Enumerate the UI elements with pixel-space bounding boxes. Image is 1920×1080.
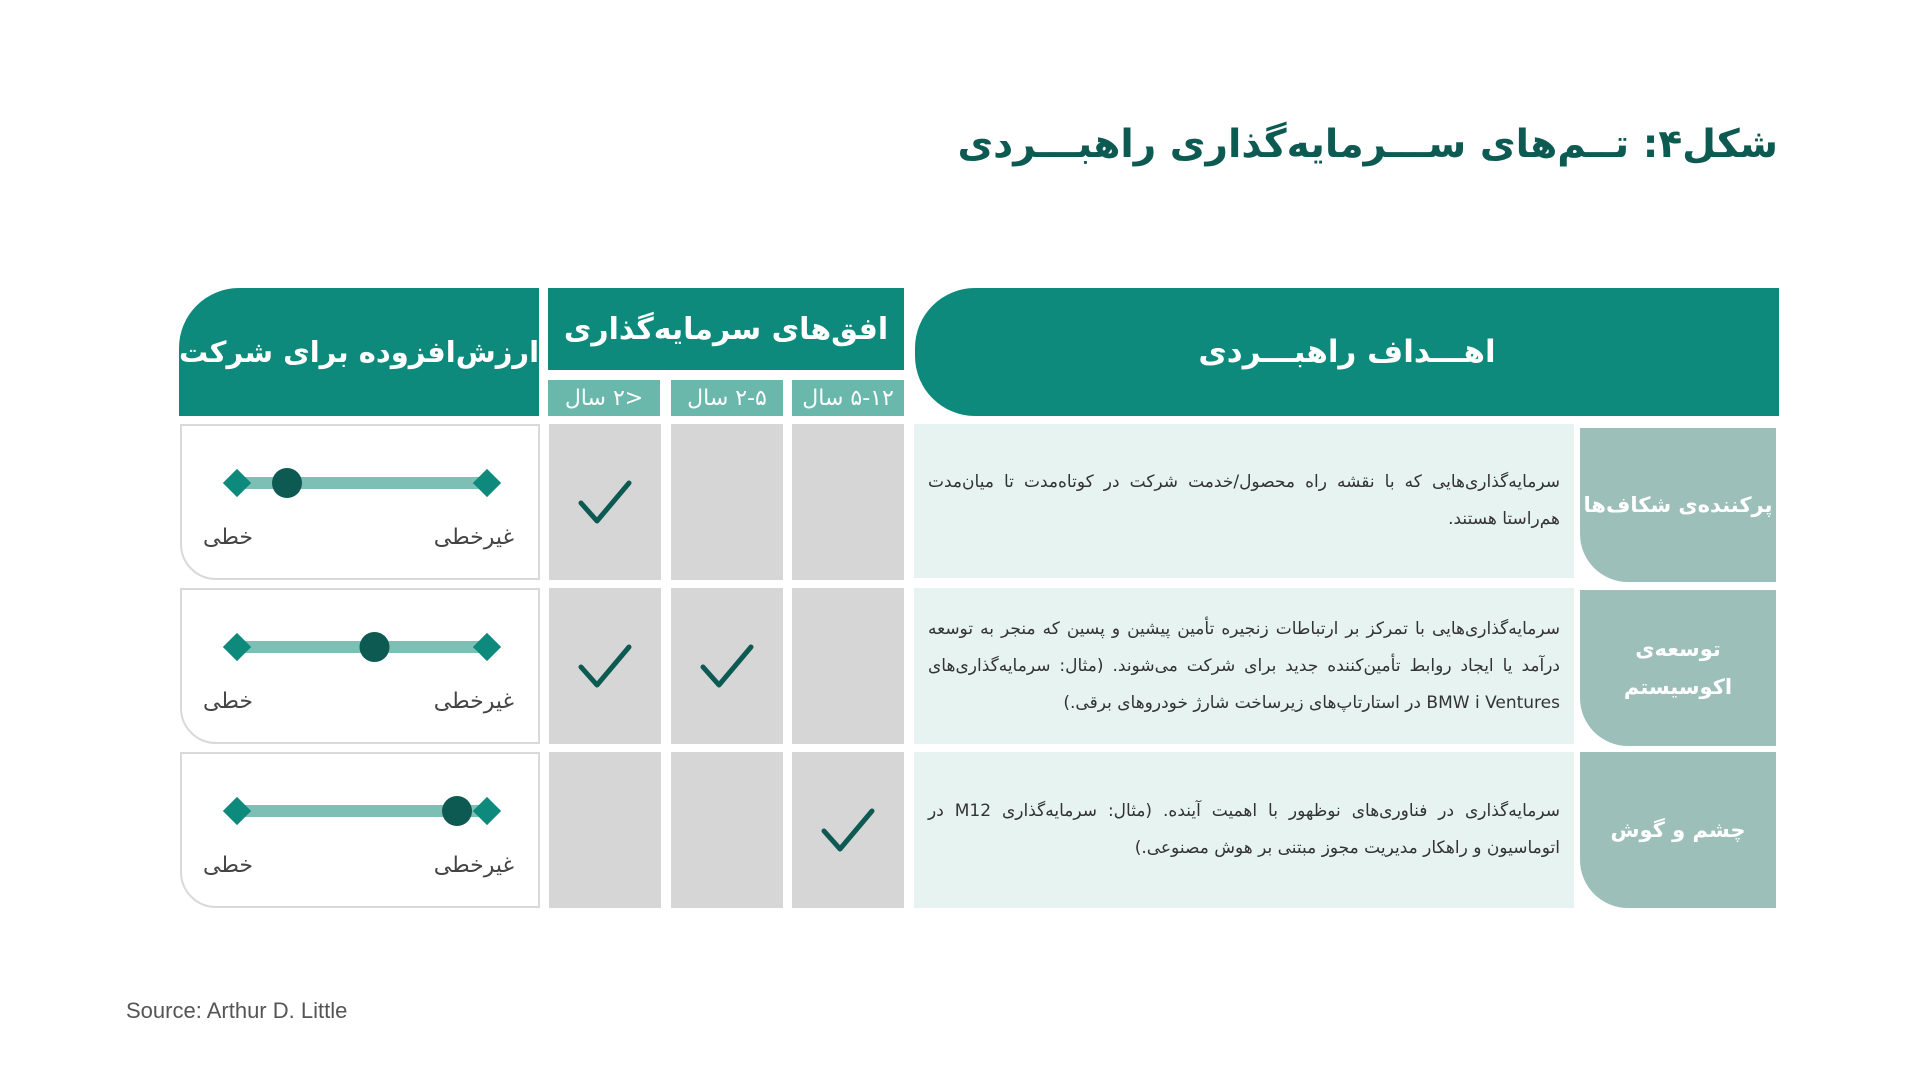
check-icon [818,805,878,855]
linear-end-diamond [223,797,251,825]
label-linear: خطی [203,525,253,550]
header-value-added [179,288,539,416]
slider-marker [272,468,302,498]
description-ecosystem-development [914,588,1574,744]
value-slider-r3 [222,796,502,826]
horizon-col-2-5: ۲-۵ سال [671,380,783,416]
header-investment-horizons-label: افق‌های سرمایه‌گذاری [563,311,889,347]
check-icon [575,477,635,527]
header-investment-horizons [548,288,904,370]
nonlinear-end-diamond [473,797,501,825]
check-icon [697,641,757,691]
description-text: سرمایه‌گذاری در فناوری‌های نوظهور با اهمیت آینده. (مثال: سرمایه‌گذاری M12 در اتوماسیون و راهکار مدیریت مجوز مبتنی بر هوش مصنوعی.) [928,801,1560,858]
theme-label: توسعه‌ی اکوسیستم [1623,637,1733,699]
description-text: سرمایه‌گذاری‌هایی که با نقشه راه محصول/خدمت شرکت در کوتاه‌مدت تا میان‌مدت هم‌راستا هستند. [928,472,1560,529]
cell-r1-5-12 [792,424,904,580]
theme-eyes-and-ears [1580,752,1776,908]
cell-r2-2-5 [671,588,783,744]
label-nonlinear: غیرخطی [433,525,514,550]
value-slider-r2 [222,632,502,662]
label-linear: خطی [203,689,253,714]
value-scale-r2 [180,588,540,744]
theme-label: چشم و گوش [1610,818,1746,842]
description-eyes-and-ears [914,752,1574,908]
theme-ecosystem-development [1580,590,1776,746]
theme-label: پرکننده‌ی شکاف‌ها [1583,493,1773,517]
label-nonlinear: غیرخطی [433,689,514,714]
page-title: شکل۴: تــم‌های ســـرمایه‌گذاری راهبـــردی [957,122,1778,167]
description-gap-filler [914,424,1574,578]
header-strategic-goals [915,288,1779,416]
check-icon [575,641,635,691]
linear-end-diamond [223,469,251,497]
horizon-col-under-2: <۲ سال [548,380,660,416]
cell-r3-2-5 [671,752,783,908]
cell-r2-5-12 [792,588,904,744]
label-nonlinear: غیرخطی [433,853,514,878]
cell-r1-under-2 [549,424,661,580]
slider-marker [360,632,390,662]
cell-r3-under-2 [549,752,661,908]
nonlinear-end-diamond [473,633,501,661]
description-text: سرمایه‌گذاری‌هایی با تمرکز بر ارتباطات زنجیره تأمین پیشین و پسین که منجر به توسعه درآمد یا ایجاد روابط تأمین‌کننده جدید برای شرکت می‌شوند. (مثال: سرمایه‌گذاری‌های BMW i Ventures در استارتاپ‌های زیرساخت شارژ خودروهای برقی.) [928,618,1560,713]
slider-marker [442,796,472,826]
cell-r1-2-5 [671,424,783,580]
value-scale-r1 [180,424,540,580]
label-linear: خطی [203,853,253,878]
value-slider-r1 [222,468,502,498]
header-value-added-label: ارزش‌افزوده برای شرکت [178,335,540,369]
source-note: Source: Arthur D. Little [126,998,348,1023]
value-scale-r3 [180,752,540,908]
linear-end-diamond [223,633,251,661]
header-strategic-goals-label: اهـــداف راهبـــردی [1198,334,1496,370]
cell-r3-5-12 [792,752,904,908]
horizon-col-5-12: ۵-۱۲ سال [792,380,904,416]
nonlinear-end-diamond [473,469,501,497]
cell-r2-under-2 [549,588,661,744]
theme-gap-filler [1580,428,1776,582]
